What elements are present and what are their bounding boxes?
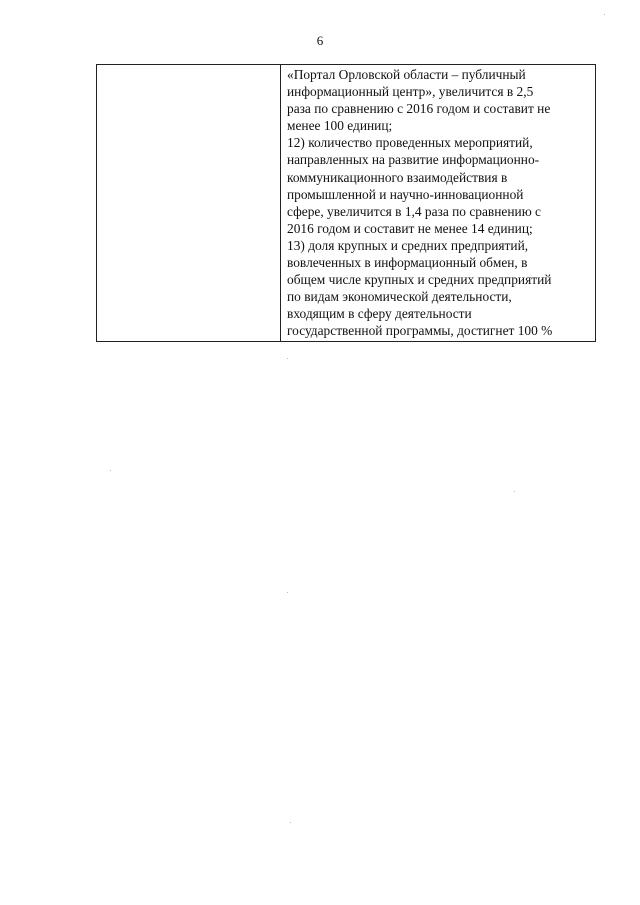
table-text-line: информационный центр», увеличится в 2,5 xyxy=(287,84,534,100)
table-text-line: государственной программы, достигнет 100 % xyxy=(287,323,553,339)
table-text-line: 12) количество проведенных мероприятий, xyxy=(287,135,533,151)
table-text-line: менее 100 единиц; xyxy=(287,118,393,134)
table-text-line: раза по сравнению с 2016 годом и составит не xyxy=(287,101,551,117)
table-text-line: «Портал Орловской области – публичный xyxy=(287,67,526,82)
scan-speck xyxy=(287,358,288,359)
table-text-line: сфере, увеличится в 1,4 раза по сравнению с xyxy=(287,203,541,219)
table-text-line: входящим в сферу деятельности xyxy=(287,306,472,322)
scan-speck xyxy=(287,592,288,593)
table-text-line: 13) доля крупных и средних предприятий, xyxy=(287,237,529,253)
table-text-line: по видам экономической деятельности, xyxy=(287,289,512,305)
page-number: 6 xyxy=(316,33,324,48)
scan-speck xyxy=(110,470,111,471)
scan-speck xyxy=(604,14,605,15)
table-right-cell xyxy=(281,65,595,341)
table-left-cell xyxy=(97,65,281,341)
table-text-line: 2016 годом и составит не менее 14 единиц; xyxy=(287,220,533,236)
table-text-line: коммуникационного взаимодействия в xyxy=(287,169,508,185)
scan-speck xyxy=(290,822,291,823)
document-table xyxy=(96,64,596,342)
table-text-line: общем числе крупных и средних предприятий xyxy=(287,272,552,288)
scan-speck xyxy=(514,491,515,492)
table-text-line: направленных на развитие информационно- xyxy=(287,152,540,168)
table-text-line: вовлеченных в информационный обмен, в xyxy=(287,255,528,271)
table-text-line: промышленной и научно-инновационной xyxy=(287,186,524,202)
